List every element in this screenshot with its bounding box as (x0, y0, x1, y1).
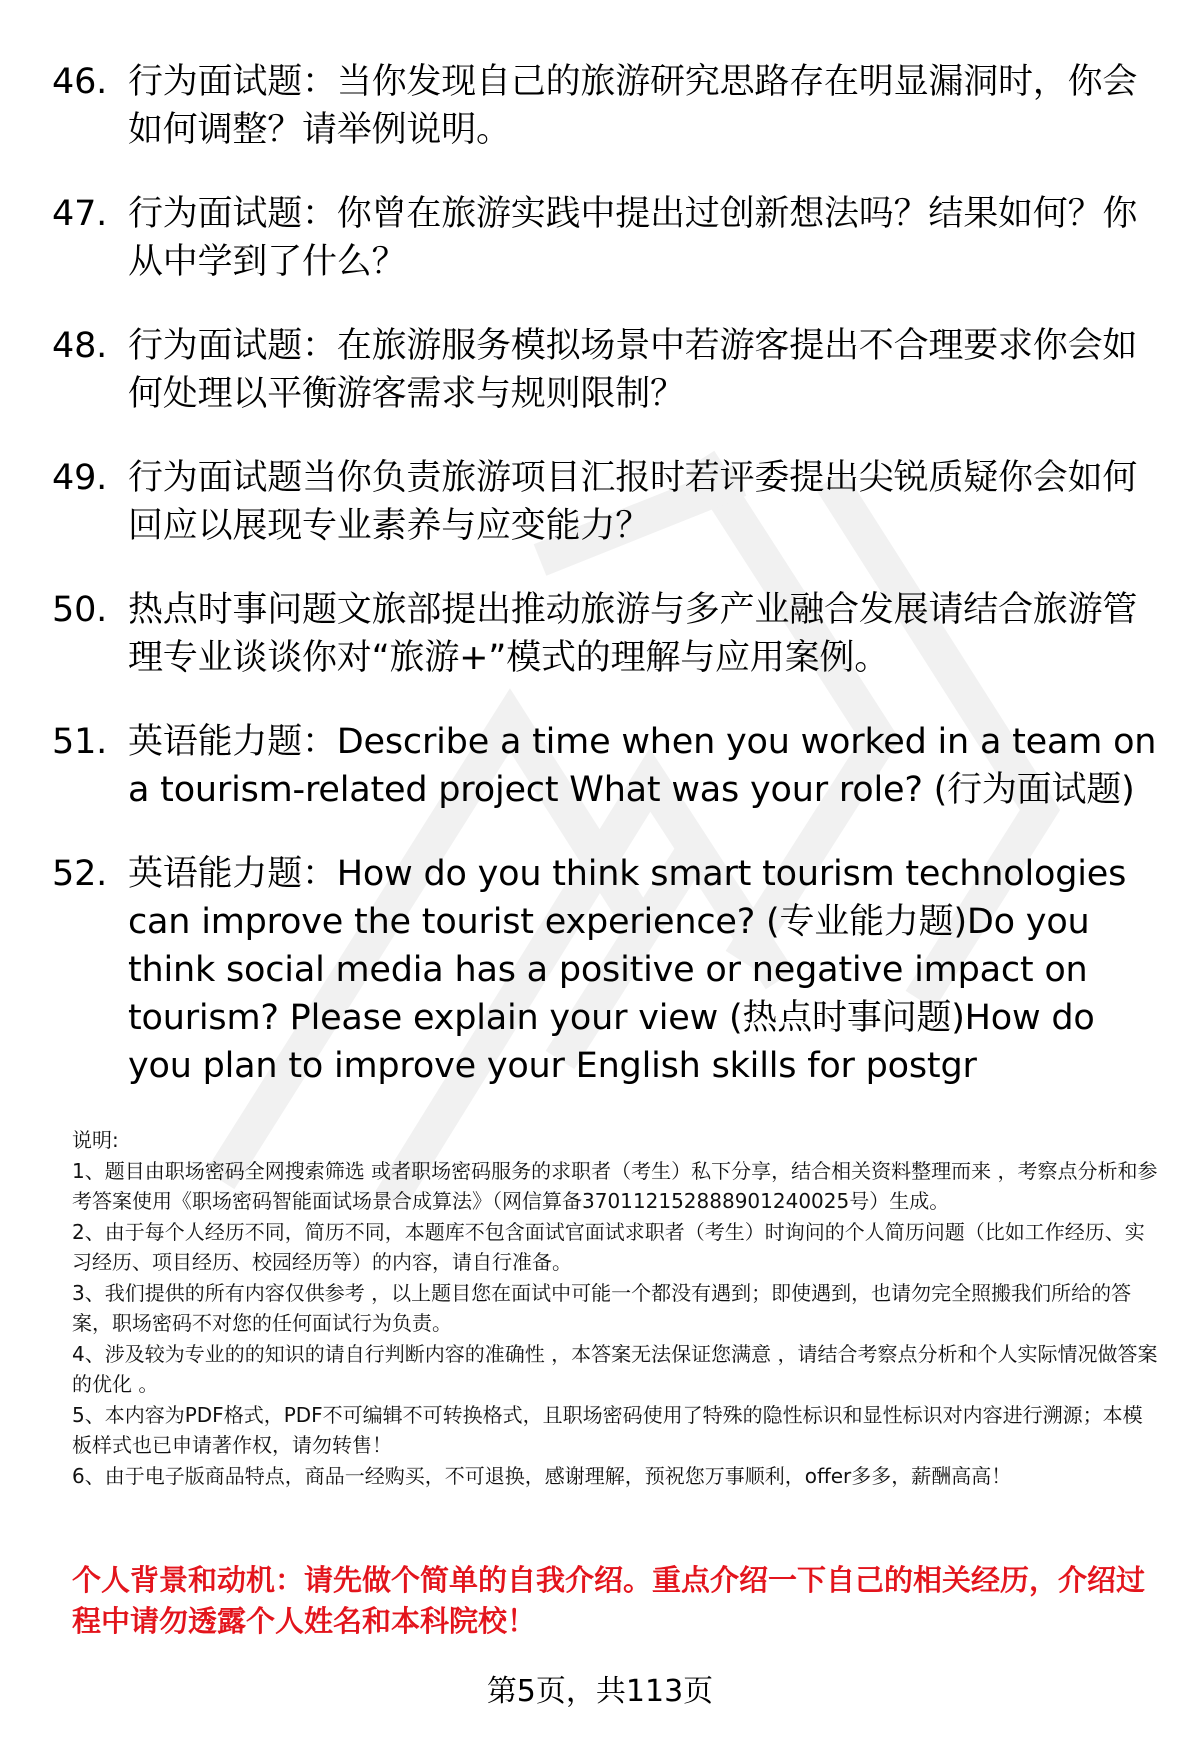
highlight-prompt: 个人背景和动机：请先做个简单的自我介绍。重点介绍一下自己的相关经历，介绍过程中请勿透露个人姓名和本科院校！ (72, 1563, 1146, 1638)
question-number: 48. (52, 326, 108, 366)
question-text: 行为面试题当你负责旅游项目汇报时若评委提出尖锐质疑你会如何回应以展现专业素养与应变能力？ (128, 458, 1138, 546)
note-item: 6、由于电子版商品特点，商品一经购买，不可退换，感谢理解，预祝您万事顺利，offer多多，薪酬高高！ (72, 1463, 1012, 1488)
question-item (0, 586, 1200, 682)
question-text: 英语能力题：How do you think smart tourism technologies can improve the tourist experience? (专业能力题)Do you think social media has a positive or negative impact on tourism? Please explain your view (热点时事问题)How do you plan to improve your English skills for postgr (128, 854, 1127, 1086)
question-item (0, 718, 1200, 814)
note-item: 4、涉及较为专业的的知识的请自行判断内容的准确性 ，本答案无法保证您满意 ，请结合考察点分析和个人实际情况做答案的优化 。 (72, 1341, 1158, 1396)
question-number: 47. (52, 194, 108, 234)
page-indicator: 第5页，共113页 (486, 1674, 714, 1709)
notes-title: 说明: (72, 1128, 119, 1152)
question-text: 行为面试题：在旅游服务模拟场景中若游客提出不合理要求你会如何处理以平衡游客需求与规则限制？ (128, 326, 1138, 414)
question-item (0, 454, 1200, 550)
question-item (0, 322, 1200, 418)
note-item: 1、题目由职场密码全网搜索筛选 或者职场密码服务的求职者（考生）私下分享，结合相关资料整理而来 ，考察点分析和参考答案使用《职场密码智能面试场景合成算法》（网信算备370112152888901240025号）生成。 (72, 1158, 1158, 1213)
question-list (0, 58, 1200, 1126)
question-number: 51. (52, 722, 108, 762)
question-number: 52. (52, 854, 108, 894)
note-item: 5、本内容为PDF格式，PDF不可编辑不可转换格式，且职场密码使用了特殊的隐性标识和显性标识对内容进行溯源；本模板样式也已申请著作权，请勿转售！ (72, 1402, 1143, 1457)
question-text: 英语能力题：Describe a time when you worked in a team on a tourism-related project What was your role? (行为面试题) (128, 722, 1157, 810)
question-item (0, 190, 1200, 286)
question-number: 46. (52, 62, 108, 102)
question-number: 50. (52, 590, 108, 630)
notes-section (72, 1125, 1162, 1491)
note-item: 2、由于每个人经历不同，简历不同，本题库不包含面试官面试求职者（考生）时询问的个人简历问题（比如工作经历、实习经历、项目经历、校园经历等）的内容，请自行准备。 (72, 1219, 1145, 1274)
question-text: 热点时事问题文旅部提出推动旅游与多产业融合发展请结合旅游管理专业谈谈你对“旅游+”模式的理解与应用案例。 (128, 590, 1138, 678)
question-item (0, 850, 1200, 1090)
question-number: 49. (52, 458, 108, 498)
question-text: 行为面试题：当你发现自己的旅游研究思路存在明显漏洞时，你会如何调整？请举例说明。 (128, 62, 1138, 150)
question-text: 行为面试题：你曾在旅游实践中提出过创新想法吗？结果如何？你从中学到了什么？ (128, 194, 1138, 282)
note-item: 3、我们提供的所有内容仅供参考 ，以上题目您在面试中可能一个都没有遇到；即使遇到，也请勿完全照搬我们所给的答案，职场密码不对您的任何面试行为负责。 (72, 1280, 1132, 1335)
question-item (0, 58, 1200, 154)
